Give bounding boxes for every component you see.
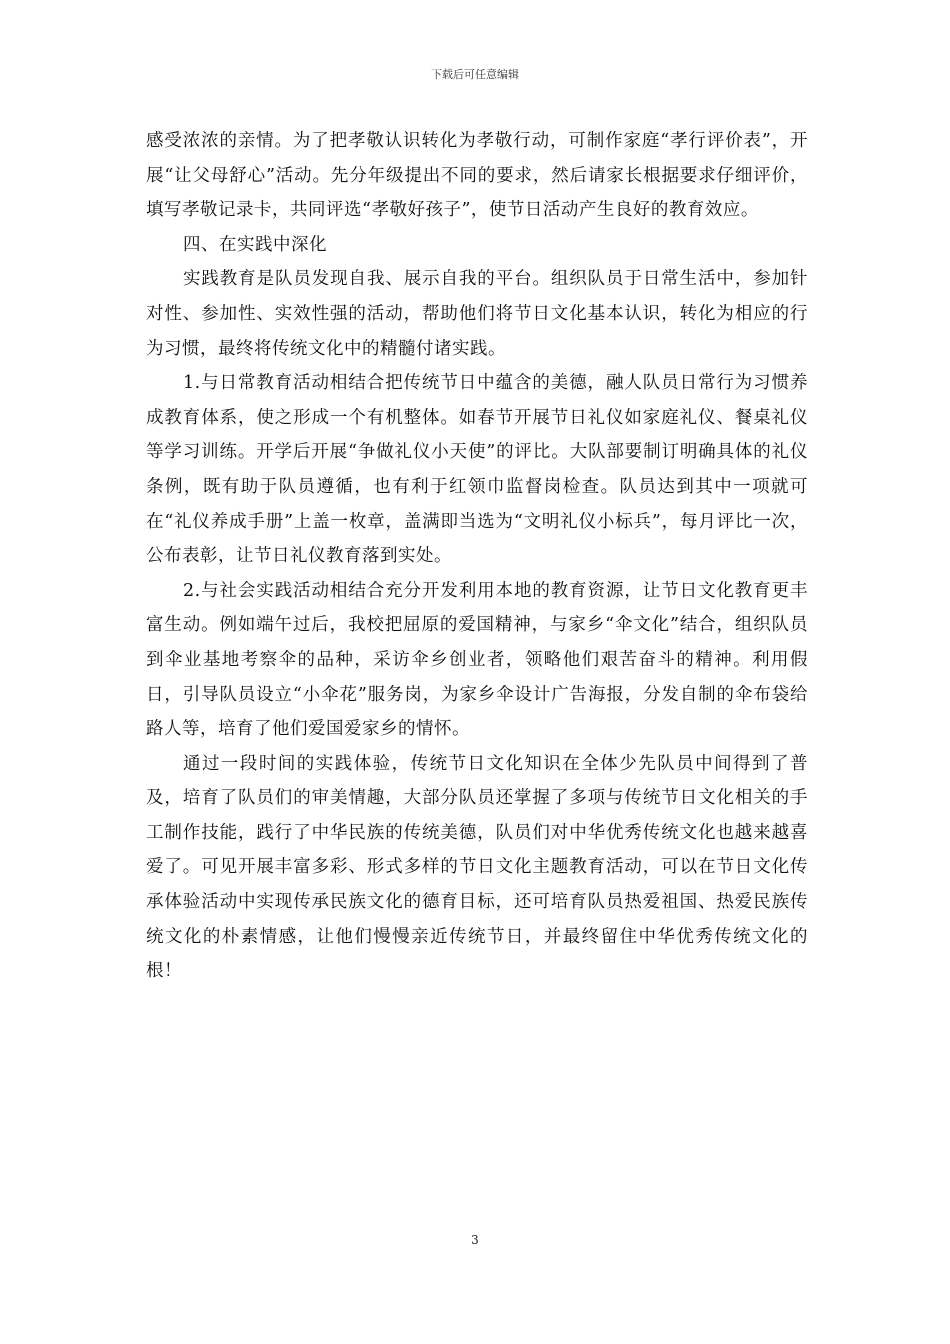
section-heading-4: 四、在实践中深化 — [183, 234, 327, 255]
paragraph-5: 通过一段时间的实践体验，传统节日文化知识在全体少先队员中间得到了普及，培育了队员们的审美情趣，大部分队员还掌握了多项与传统节日文化相关的手工制作技能，践行了中华民族的传统美德，队员们对中华优秀传统文化也越来越喜爱了。可见开展丰富多彩、形式多样的节日文化主题教育活动，可以在节日文化传承体验活动中实现传承民族文化的德育目标，还可培育队员热爱祖国、热爱民族传统文化的朴素情感，让他们慢慢亲近传统节日，并最终留住中华优秀传统文化的根！ — [146, 753, 808, 982]
document-body — [146, 124, 808, 989]
paragraph-3: 1.与日常教育活动相结合把传统节日中蕴含的美德，融人队员日常行为习惯养成教育体系，使之形成一个有机整体。如春节开展节日礼仪如家庭礼仪、餐桌礼仪等学习训练。开学后开展“争做礼仪小天使”的评比。大队部要制订明确具体的礼仪条例，既有助于队员遵循，也有利于红领巾监督岗检查。队员达到其中一项就可在“礼仪养成手册”上盖一枚章，盖满即当选为“文明礼仪小标兵”，每月评比一次，公布表彰，让节日礼仪教育落到实处。 — [146, 373, 808, 567]
page-header: 下载后可任意编辑 — [431, 68, 519, 81]
page-number: 3 — [471, 1233, 479, 1247]
paragraph-1: 感受浓浓的亲情。为了把孝敬认识转化为孝敬行动，可制作家庭“孝行评价表”，开展“让父母舒心”活动。先分年级提出不同的要求，然后请家长根据要求仔细评价，填写孝敬记录卡，共同评选“孝敬好孩子”，使节日活动产生良好的教育效应。 — [146, 131, 808, 221]
paragraph-2: 实践教育是队员发现自我、展示自我的平台。组织队员于日常生活中，参加针对性、参加性、实效性强的活动，帮助他们将节日文化基本认识，转化为相应的行为习惯，最终将传统文化中的精髓付诸实践。 — [146, 269, 808, 359]
paragraph-4: 2.与社会实践活动相结合充分开发利用本地的教育资源，让节日文化教育更丰富生动。例如端午过后，我校把屈原的爱国精神，与家乡“伞文化”结合，组织队员到伞业基地考察伞的品种，采访伞乡创业者，领略他们艰苦奋斗的精神。利用假日，引导队员设立“小伞花”服务岗，为家乡伞设计广告海报，分发自制的伞布袋给路人等，培育了他们爱国爱家乡的情怀。 — [146, 580, 808, 740]
